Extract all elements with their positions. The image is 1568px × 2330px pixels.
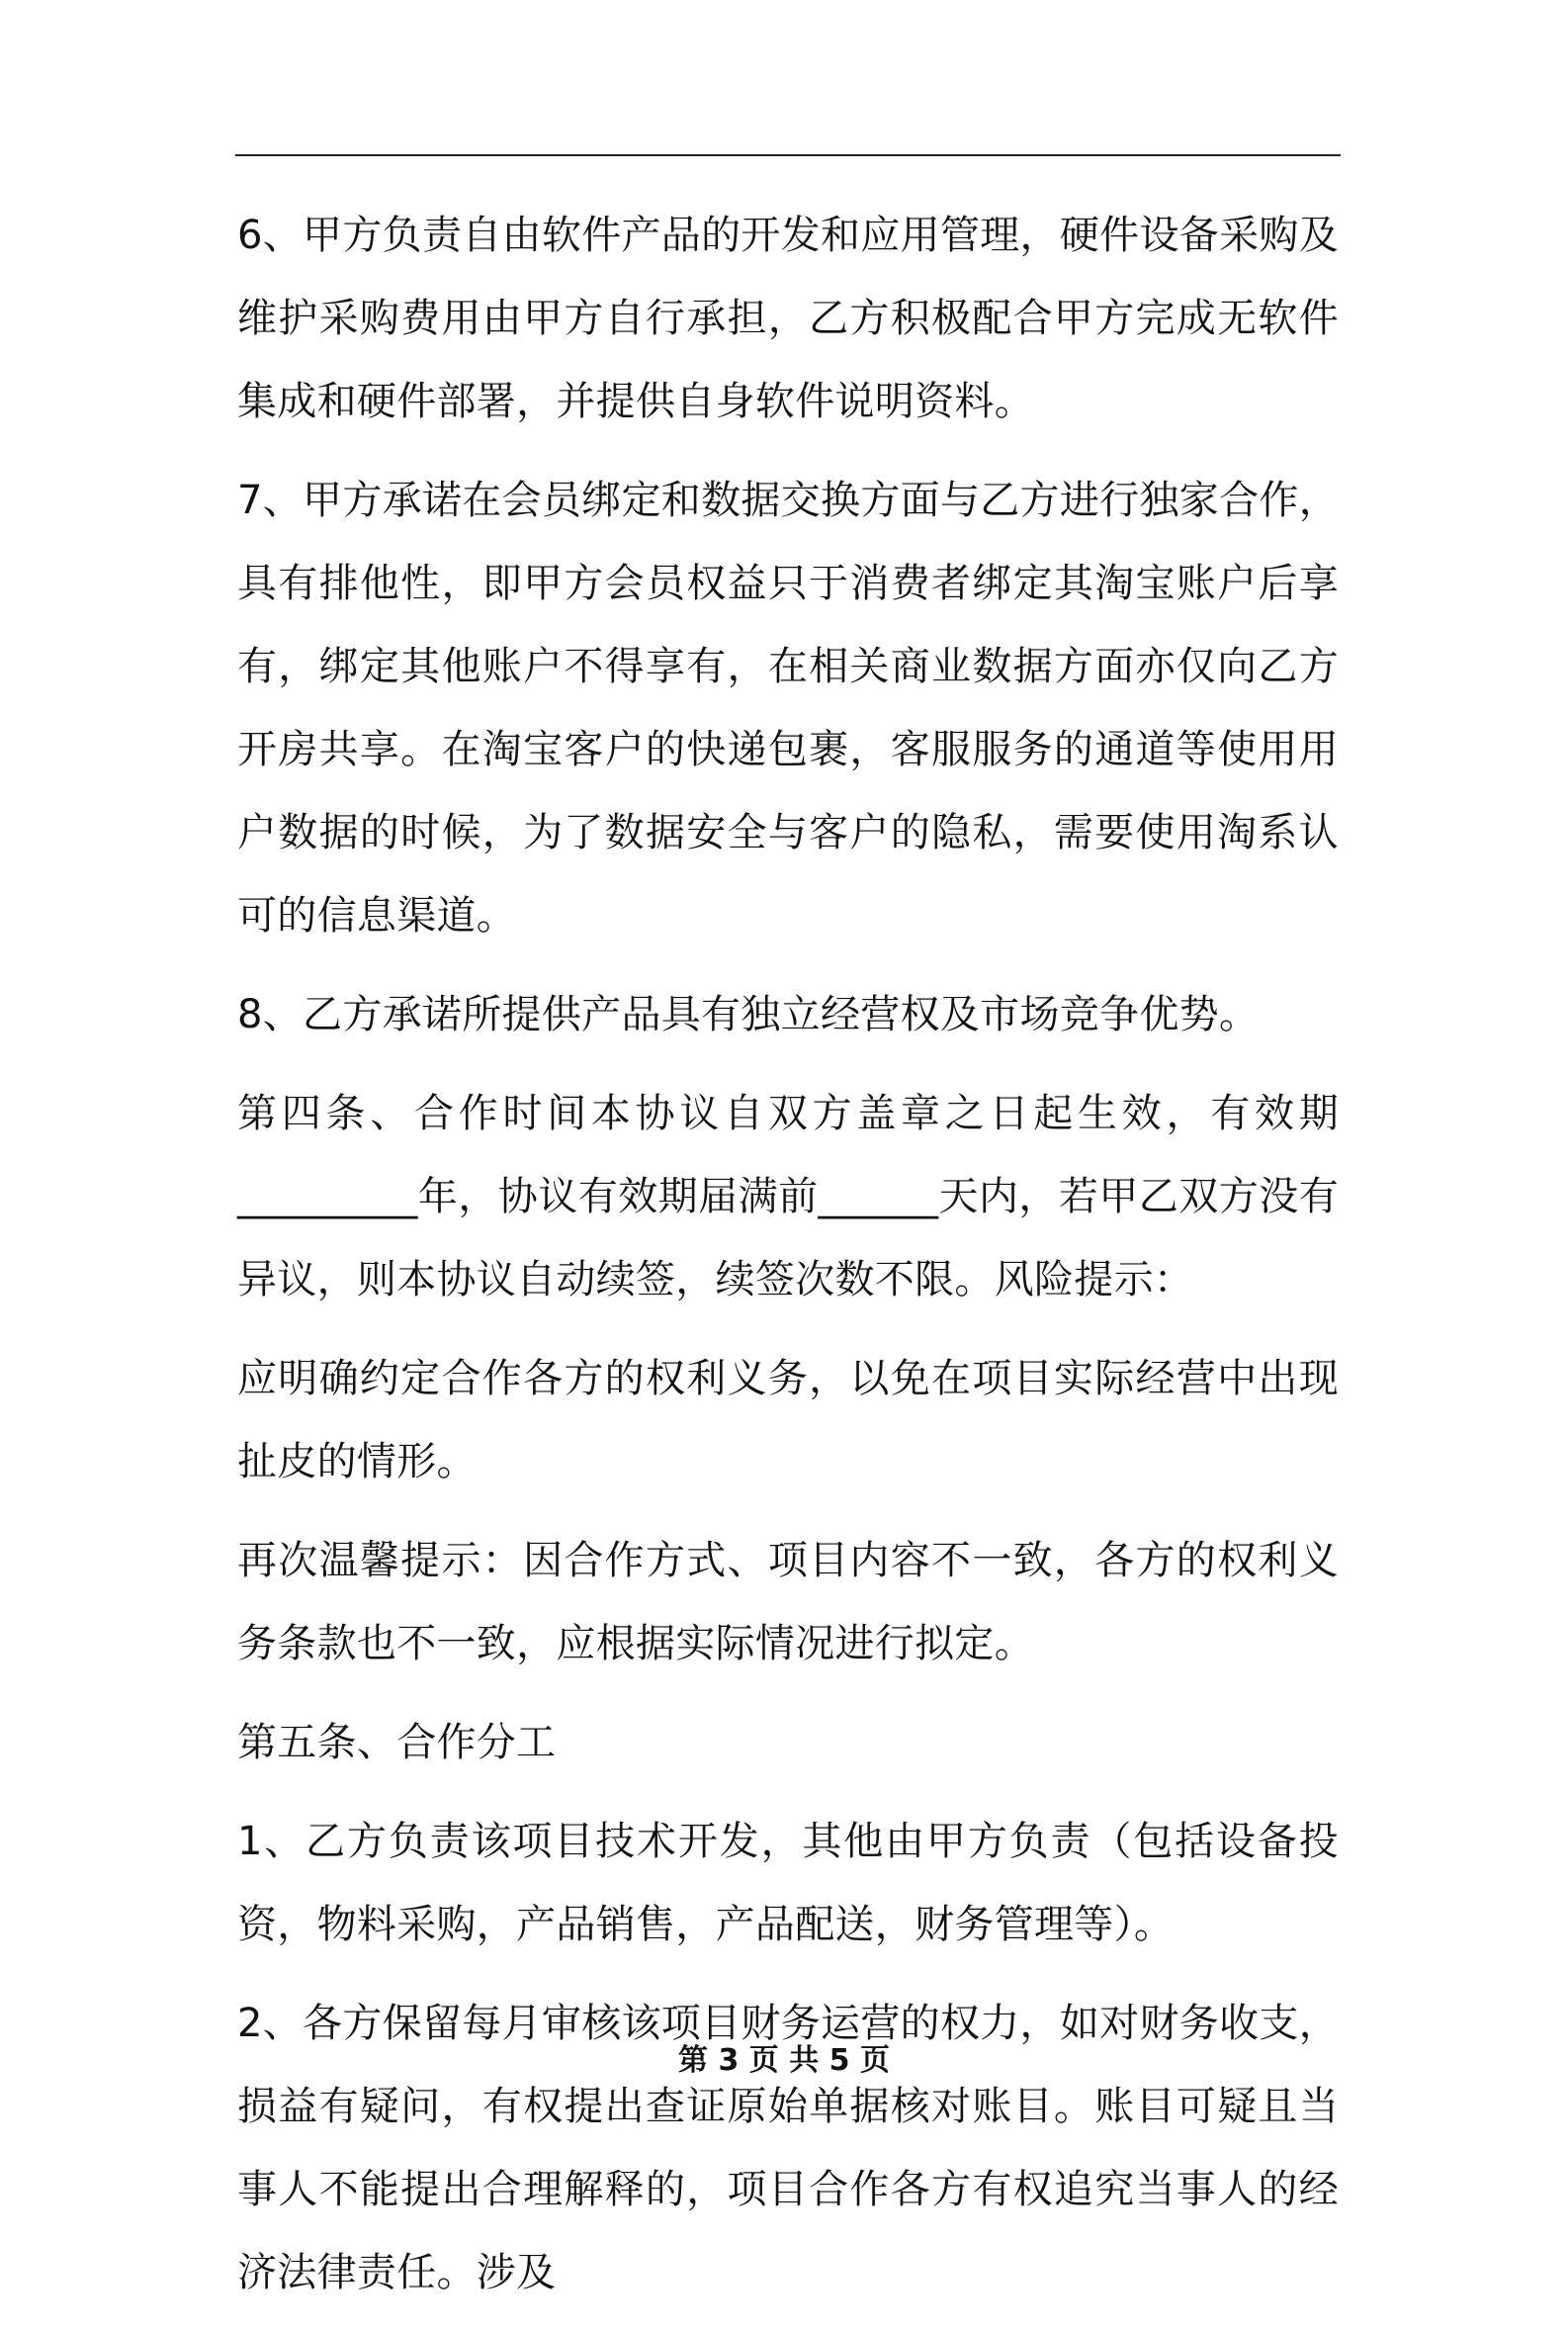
header-divider bbox=[235, 154, 1341, 156]
division-item-2-paragraph: 2、各方保留每月审核该项目财务运营的权力，如对财务收支，损益有疑问，有权提出查证原始单据核对账目。账目可疑且当事人不能提出合理解释的，项目合作各方有权追究当事人的经济法律责任。涉及 bbox=[237, 2001, 1339, 2295]
clause-6-paragraph: 6、甲方负责自由软件产品的开发和应用管理，硬件设备采购及维护采购费用由甲方自行承担，乙方积极配合甲方完成无软件集成和硬件部署，并提供自身软件说明资料。 bbox=[237, 213, 1339, 424]
article-5-heading: 第五条、合作分工 bbox=[237, 1720, 557, 1765]
page-number-footer: 第 3 页 共 5 页 bbox=[678, 2043, 890, 2078]
clause-8-paragraph: 8、乙方承诺所提供产品具有独立经营权及市场竞争优势。 bbox=[237, 992, 1260, 1037]
risk-note-paragraph: 应明确约定合作各方的权利义务，以免在项目实际经营中出现扯皮的情形。 bbox=[237, 1356, 1339, 1484]
clause-7-paragraph: 7、甲方承诺在会员绑定和数据交换方面与乙方进行独家合作，具有排他性，即甲方会员权益只于消费者绑定其淘宝账户后享有，绑定其他账户不得享有，在相关商业数据方面亦仅向乙方开房共享。在淘宝客户的快递包裹，客服服务的通道等使用用户数据的时候，为了数据安全与客户的隐私，需要使用淘系认可的信息渠道。 bbox=[237, 478, 1339, 939]
division-item-1-paragraph: 1、乙方负责该项目技术开发，其他由甲方负责（包括设备投资，物料采购，产品销售，产品配送，财务管理等）。 bbox=[237, 1819, 1339, 1947]
document-body bbox=[237, 194, 1339, 2330]
reminder-paragraph: 再次温馨提示：因合作方式、项目内容不一致，各方的权利义务条款也不一致，应根据实际情况进行拟定。 bbox=[237, 1538, 1339, 1666]
article-4-paragraph: 第四条、合作时间本协议自双方盖章之日起生效，有效期_________年，协议有效期届满前______天内，若甲乙双方没有异议，则本协议自动续签，续签次数不限。风险提示： bbox=[237, 1091, 1339, 1302]
